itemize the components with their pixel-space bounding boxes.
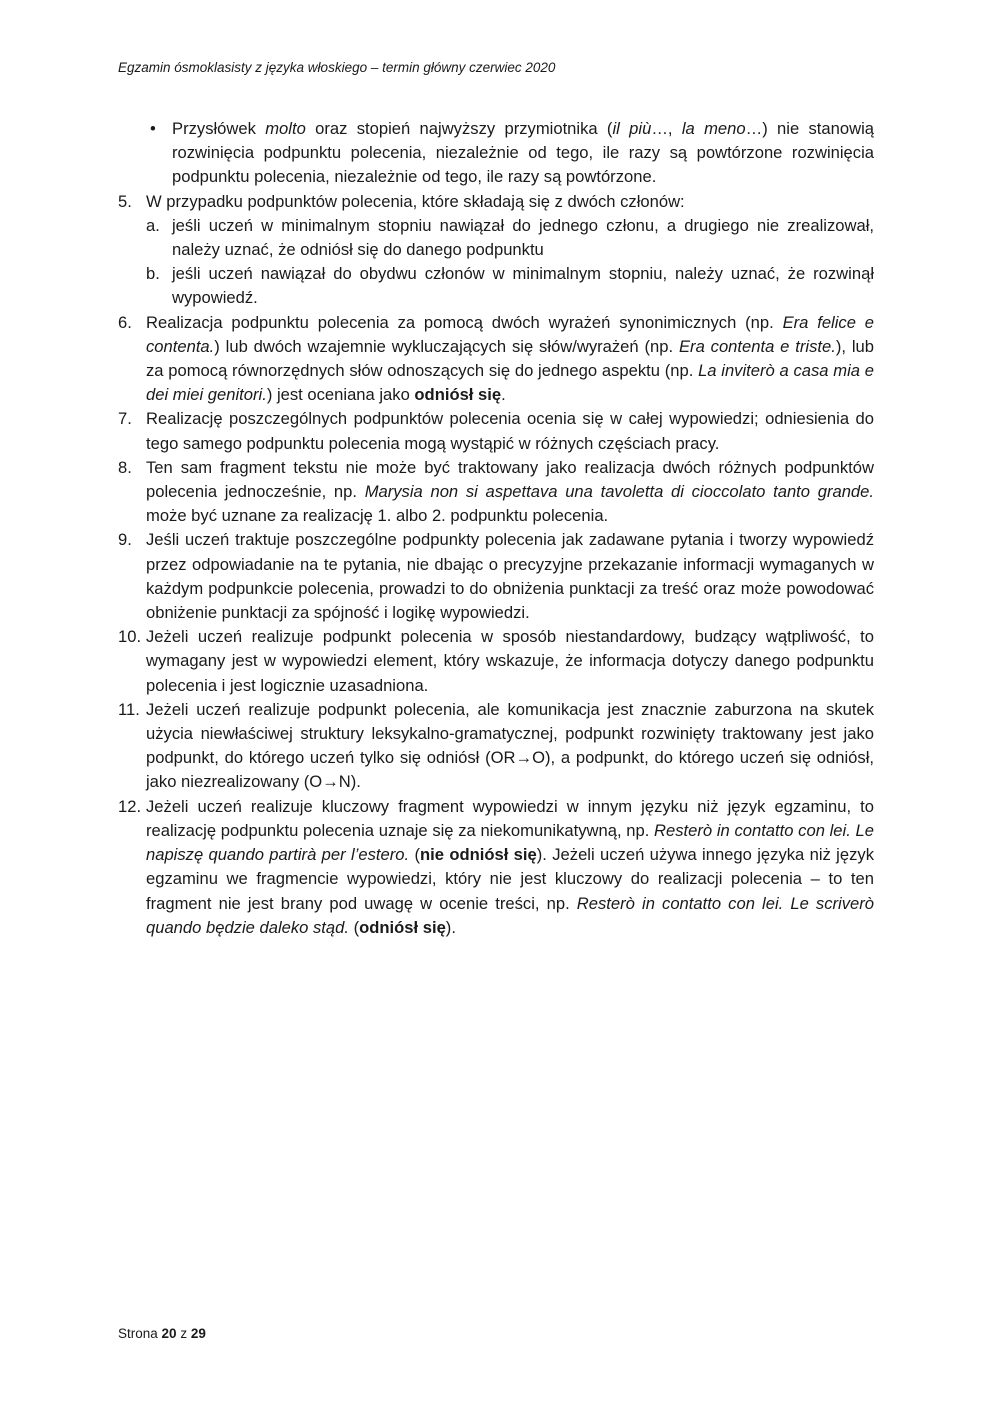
item-number: 6. [118,312,132,332]
italic-example: Marysia non si aspettava una tavoletta di cioccolato tanto grande. [364,482,874,502]
current-page-number: 20 [161,1326,177,1341]
page-footer [118,1326,206,1341]
item-number: a. [146,215,160,235]
text-segment: Realizację poszczególnych podpunktów polecenia ocenia się w całej wypowiedzi; odniesienia do tego samego podpunktu polecenia mogą wystąpić w różnych częściach pracy. [146,409,874,453]
text-segment: …, [651,119,682,138]
text-segment: oraz stopień najwyższy przymiotnika ( [305,119,613,138]
item-number: 11. [118,699,140,719]
list-item [118,625,874,698]
text-segment: …) nie stanowią rozwinięcia podpunktu polecenia, niezależnie od tego, ile razy są powtórzone rozwinięcia podpunktu polecenia, niezależnie od tego, ile razy są powtórzone. [172,119,874,187]
text-segment: Jeżeli uczeń realizuje kluczowy fragment wypowiedzi w innym języku niż język egzaminu, to realizację podpunktu polecenia uznaje się za niekomunikatywną, np. [146,796,874,840]
item-number: 9. [118,530,132,550]
item-text [146,409,874,452]
text-segment: ), lub za pomocą równorzędnych słów odnoszących się do jednego aspektu (np. [146,336,874,381]
list-item [118,456,874,529]
item-number: b. [146,264,160,284]
text-segment: jeśli uczeń nawiązał do obydwu członów w minimalnym stopniu, należy uznać, że rozwinął wypowiedź. [172,264,874,308]
italic-example: Era contenta e triste. [678,336,836,356]
text-segment: Ten sam fragment tekstu nie może być traktowany jako realizacja dwóch różnych podpunktów polecenia jednocześnie, np. [146,457,874,502]
italic-example: molto [265,119,306,138]
text-segment: ). [445,917,456,937]
text-segment: jeśli uczeń w minimalnym stopniu nawiązał do jednego członu, a drugiego nie zrealizował, należy uznać, że odniósł się do danego podpunktu [172,215,874,260]
bullet-marker: • [150,119,156,138]
text-segment: ( [409,845,420,865]
italic-example: Resterò in contatto con lei. Le napiszę quando partirà per l’estero. [146,820,874,865]
italic-example: Era felice e contenta. [146,312,875,356]
text-segment: ) lub dwóch wzajemnie wykluczających się słów/wyrażeń (np. [214,336,679,356]
item-text [146,458,874,525]
text-segment: W przypadku podpunktów polecenia, które składają się z dwóch członów: [146,191,685,211]
item-text [146,192,685,211]
sub-list-item [118,262,874,310]
italic-example: Resterò in contatto con lei. Le scriverò quando będzie daleko stąd. [146,893,874,937]
item-text [146,627,874,694]
item-text [146,313,874,405]
footer-label: Strona [118,1326,158,1341]
item-text [146,700,874,792]
text-segment: . [501,385,506,405]
list-item [118,311,874,408]
item-text [172,264,874,307]
italic-example: La inviterò a casa mia e dei miei genitori. [146,361,874,405]
item-number: 7. [118,409,132,429]
text-segment: Jeżeli uczeń realizuje podpunkt polecenia, ale komunikacja jest znacznie zaburzona na skutek użycia niewłaściwej struktury leksykalno-gramatycznej, podpunkt rozwinięty traktowany jest jako podpunkt, do którego uczeń tylko się odniósł (OR→O), a podpunkt, do którego uczeń się odniósł, jako niezrealizowany (O→N). [146,699,874,792]
sub-list-item [118,214,874,262]
bold-verdict: odniósł się [414,385,502,405]
text-segment: Realizacja podpunktu polecenia za pomocą dwóch wyrażeń synonimicznych (np. [146,312,783,332]
italic-example: il più [612,119,652,138]
text-segment: ( [348,917,360,937]
item-number: 12. [118,796,142,816]
scoring-rules-list [118,117,874,940]
item-text [146,797,874,937]
text-segment: Przysłówek [172,119,266,138]
item-number: 5. [118,191,132,211]
list-item [118,190,874,214]
list-item [118,117,874,190]
total-pages-number: 29 [190,1326,206,1341]
item-number: 8. [118,457,132,477]
list-item [118,407,874,455]
page-header: Egzamin ósmoklasisty z języka włoskiego – termin główny czerwiec 2020 [118,60,556,75]
bold-verdict: nie odniósł się [420,845,537,865]
text-segment: ) jest oceniana jako [266,385,415,405]
item-text [172,119,874,186]
list-item [118,795,874,940]
bold-verdict: odniósł się [359,917,446,937]
item-text [172,216,874,259]
list-item [118,698,874,795]
text-segment: Jeżeli uczeń realizuje podpunkt polecenia w sposób niestandardowy, budzący wątpliwość, to wymagany jest w wypowiedzi element, który wskazuje, że informacja dotyczy danego podpunktu polecenia i jest logicznie uzasadniona. [146,627,874,695]
footer-separator: z [180,1326,188,1341]
text-segment: ). Jeżeli uczeń używa innego języka niż język egzaminu we fragmencie wypowiedzi, który nie jest kluczowy do realizacji polecenia – to ten fragment nie jest brany pod uwagę w ocenie treści, np. [146,845,874,913]
list-item [118,528,874,625]
text-segment: może być uznane za realizację 1. albo 2. podpunktu polecenia. [146,506,609,526]
item-text [146,530,874,622]
italic-example: la meno [681,119,746,138]
item-number: 10. [118,627,142,647]
text-segment: Jeśli uczeń traktuje poszczególne podpunkty polecenia jak zadawane pytania i tworzy wypowiedź przez odpowiadanie na te pytania, nie dbając o precyzyjne przekazanie informacji wymaganych w każdym podpunkcie polecenia, prowadzi to do obniżenia punktacji za treść oraz może powodować obniżenie punktacji za spójność i logikę wypowiedzi. [146,530,874,623]
